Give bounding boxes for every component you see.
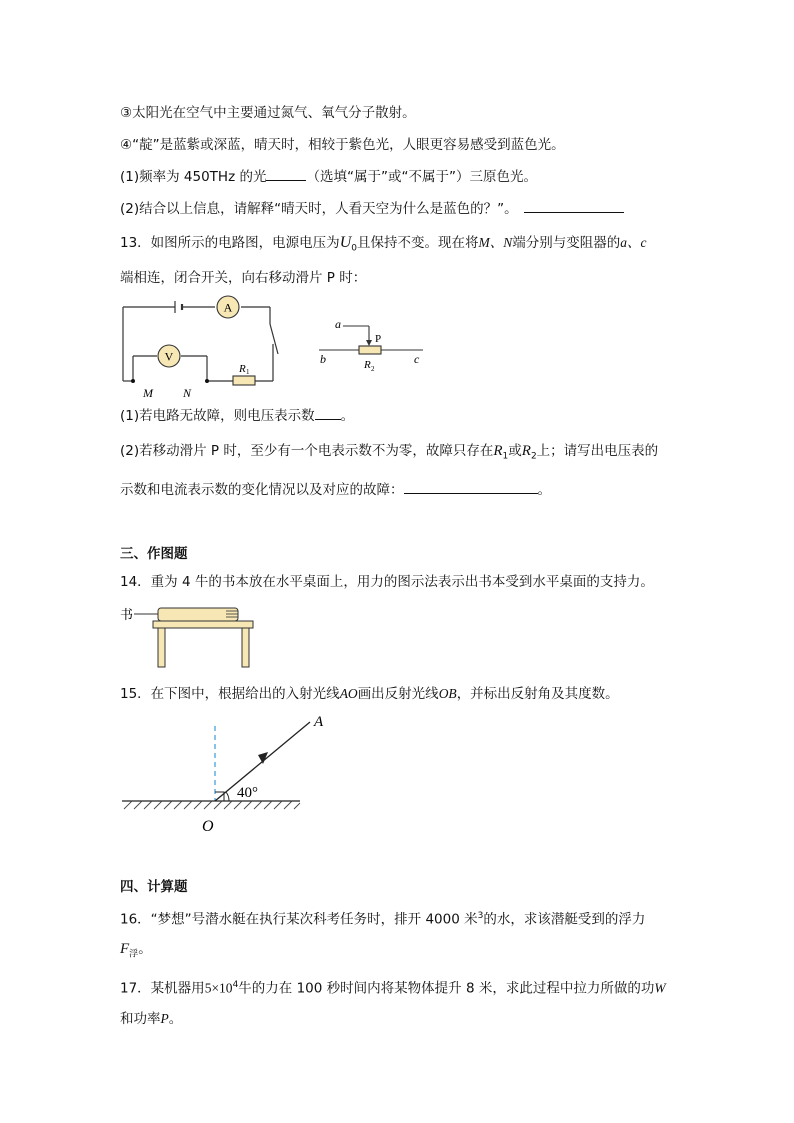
table-top <box>153 621 253 628</box>
q12-2-text: (2)结合以上信息，请解释“晴天时，人看天空为什么是蓝色的？”。 <box>120 201 518 217</box>
question-13-line-2: 端相连，闭合开关，向右移动滑片 P 时： <box>120 270 367 286</box>
ray-ob-label: OB <box>438 686 457 701</box>
slider-arrow-icon <box>366 340 372 346</box>
q13-text-b: 且保持不变。现在将 <box>356 235 479 251</box>
table-leg-right <box>242 628 249 667</box>
r1-label: R <box>239 363 246 375</box>
r2-subscript: 2 <box>530 451 537 462</box>
terminal-c-label: c <box>414 352 420 366</box>
answer-blank[interactable] <box>524 198 624 213</box>
question-17-line-1 <box>120 975 666 999</box>
question-16-line-2 <box>120 939 152 965</box>
q15-text-c: ，并标出反射角及其度数。 <box>456 686 619 702</box>
mn-symbol: M、N <box>478 235 513 250</box>
rheostat-diagram <box>315 316 430 376</box>
q12-1-text-a: (1)频率为 450THz 的光 <box>120 169 267 185</box>
q16-end: 。 <box>138 941 152 957</box>
terminal-n-label: N <box>183 386 192 400</box>
q15-text-a: 15．在下图中，根据给出的入射光线 <box>120 686 340 702</box>
question-16-line-1 <box>120 906 645 930</box>
section-3-heading: 三、作图题 <box>120 546 188 562</box>
question-12-2 <box>120 198 624 219</box>
q13-text-c: 端分别与变阻器的 <box>512 235 621 251</box>
q13-sub2-text-a: (2)若移动滑片 P 时，至少有一个电表示数不为零，故障只存在 <box>120 443 494 459</box>
ray-ao-label: AO <box>339 686 358 701</box>
section-4-heading: 四、计算题 <box>120 879 188 895</box>
question-13-line-1 <box>120 233 646 259</box>
r1-subscript: 1 <box>502 451 509 462</box>
answer-blank[interactable] <box>315 405 341 420</box>
q17-text-b: 牛的力在 100 秒时间内将某物体提升 8 米，求此过程中拉力所做的功 <box>238 980 655 997</box>
paragraph-4: ④“靛”是蓝紫或深蓝，晴天时，相较于紫色光，人眼更容易感受到蓝色光。 <box>120 137 565 153</box>
table-leg-left <box>158 628 165 667</box>
r1-symbol: R <box>493 443 503 459</box>
q16-text-a: 16．“梦想”号潜水艇在执行某次科考任务时，排开 4000 米 <box>120 911 478 928</box>
buoyancy-symbol: F <box>120 941 130 957</box>
reflection-diagram <box>120 708 324 836</box>
work-symbol: W <box>654 980 666 996</box>
terminal-b-label: b <box>320 352 326 366</box>
q15-text-b: 画出反射光线 <box>357 686 439 702</box>
rheostat-r2 <box>359 346 381 354</box>
q12-1-text-b: （选填“属于”或“不属于”）三原色光。 <box>306 169 537 185</box>
mirror-hatching <box>124 801 300 809</box>
question-13-sub-2-line-1 <box>120 441 658 467</box>
r2-label: R <box>364 359 371 371</box>
point-a-label: A <box>314 714 324 730</box>
book-table-figure <box>118 600 263 670</box>
or-text: 或 <box>508 443 522 459</box>
question-13-sub-2-line-2 <box>120 479 551 500</box>
angle-40-label: 40° <box>237 785 258 801</box>
u0-subscript: 0 <box>351 243 357 254</box>
ammeter-label: A <box>223 300 233 315</box>
q16-superscript: 3 <box>477 911 484 921</box>
q13-sub2-end: 。 <box>537 482 551 498</box>
q13-sub1-end: 。 <box>340 408 355 424</box>
q17-text-c: 和功率 <box>120 1011 161 1027</box>
r2-label-sub: 2 <box>371 365 375 373</box>
circuit-diagram <box>115 294 295 402</box>
q16-text-b: 的水，求该潜艇受到的浮力 <box>483 911 646 928</box>
voltmeter-label: V <box>164 349 174 364</box>
q17-text-a: 17．某机器用 <box>120 980 205 997</box>
terminal-a-label: a <box>335 317 341 331</box>
book-label: 书 <box>120 607 134 622</box>
buoyancy-subscript: 浮 <box>129 949 139 960</box>
power-symbol: P <box>160 1011 169 1026</box>
question-15 <box>120 684 619 704</box>
question-12-1 <box>120 166 537 187</box>
u0-symbol: U <box>339 234 352 251</box>
force-exponent: 4 <box>232 980 239 990</box>
slider-p-label: P <box>375 333 382 345</box>
terminal-m-dot <box>131 379 135 383</box>
answer-blank[interactable] <box>404 479 538 494</box>
book-icon <box>158 608 238 621</box>
resistor-r1 <box>233 376 255 385</box>
paragraph-3: ③太阳光在空气中主要通过氮气、氧气分子散射。 <box>120 105 416 121</box>
angle-arc <box>226 792 229 801</box>
terminal-m-label: M <box>143 386 153 400</box>
force-value: 5×10 <box>204 980 233 996</box>
r1-label-sub: 1 <box>246 368 250 376</box>
question-13-sub-1 <box>120 405 354 426</box>
r2-symbol: R <box>521 443 531 459</box>
q17-end: 。 <box>168 1011 183 1027</box>
terminal-n-dot <box>205 379 209 383</box>
question-17-line-2 <box>120 1009 182 1029</box>
q13-sub2-text-b: 上；请写出电压表的 <box>536 443 659 459</box>
question-14: 14．重为 4 牛的书本放在水平桌面上，用力的图示法表示出书本受到水平桌面的支持力。 <box>120 574 654 590</box>
answer-blank[interactable] <box>266 166 306 181</box>
q13-sub1-text: (1)若电路无故障，则电压表示数 <box>120 408 315 424</box>
ac-symbol: a、c <box>620 235 647 250</box>
q13-text-a: 13．如图所示的电路图，电源电压为 <box>120 235 340 251</box>
q13-sub2-text-c: 示数和电流表示数的变化情况以及对应的故障： <box>120 482 404 498</box>
point-o-label: O <box>202 818 214 835</box>
